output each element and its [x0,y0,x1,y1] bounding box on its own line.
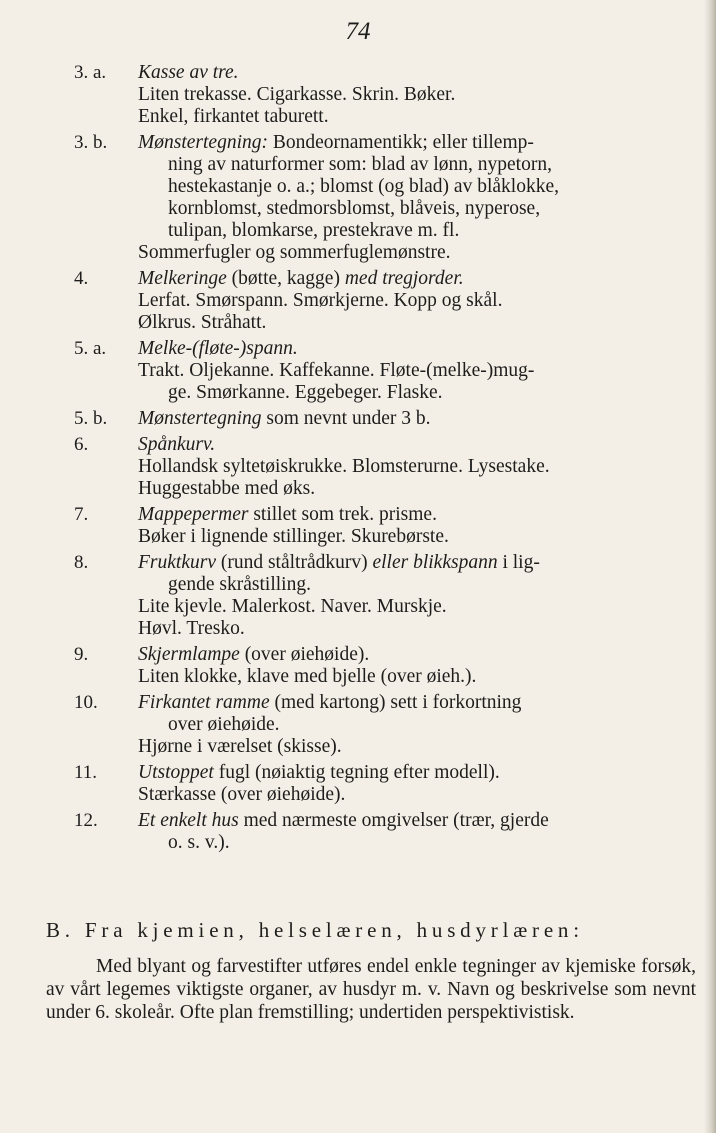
italic-term: Fruktkurv [138,552,216,573]
line-text: Trakt. Oljekanne. Kaffekanne. Fløte-(melke-)mug- [138,360,535,381]
exercise-line [138,692,686,714]
section-b-text: Med blyant og farvestifter utføres endel enkle tegninger av kjemiske forsøk, av vårt legemes viktigste organer, av husdyr m. v. Navn og beskrivelse som nevnt under 6. skoleår. Ofte plan fremstilling; undertiden perspektivistisk. [46,956,696,1023]
exercise-line [138,198,686,220]
exercise-entry [0,268,716,334]
exercise-entry [0,132,716,264]
exercise-line [138,176,686,198]
line-text: kornblomst, stedmorsblomst, blåveis, nyperose, [168,198,541,219]
exercise-line [138,618,686,640]
line-text: Hollandsk syltetøiskrukke. Blomsterurne. Lysestake. [138,456,550,477]
exercise-line [138,268,686,290]
exercise-list [0,62,716,858]
exercise-number: 5. a. [74,338,107,359]
section-b-body [46,955,696,1024]
section-b-title: Fra kjemien, helselæren, husdyrlæren: [84,918,584,942]
exercise-number: 9. [74,644,89,665]
exercise-line [138,666,686,688]
line-text: Stærkasse (over øiehøide). [138,784,346,805]
exercise-line [138,338,686,360]
section-b-label: B. [46,918,75,942]
exercise-entry [0,692,716,758]
exercise-line [138,62,686,84]
italic-term: Melkeringe [138,268,227,289]
exercise-line [138,84,686,106]
section-b-heading [46,918,696,943]
exercise-number: 8. [74,552,89,573]
italic-term: Mappepermer [138,504,249,525]
exercise-entry [0,338,716,404]
line-text: Sommerfugler og sommerfuglemønstre. [138,242,451,263]
italic-term: med tregjorder. [344,268,464,289]
italic-term: Mønstertegning: [138,132,268,153]
line-text: Bondeornamentikk; eller tillemp- [267,132,534,153]
italic-term: Kasse av tre. [138,62,239,83]
line-text: (rund ståltrådkurv) [215,552,373,573]
italic-term: eller blikkspann [372,552,498,573]
exercise-entry [0,504,716,548]
line-text: over øiehøide. [168,714,280,735]
line-text: fugl (nøiaktig tegning efter modell). [213,762,500,783]
exercise-line [138,434,686,456]
exercise-line [138,382,686,404]
line-text: Hjørne i værelset (skisse). [138,736,342,757]
page-number: 74 [345,18,371,45]
exercise-number: 10. [74,692,98,713]
exercise-entry [0,62,716,128]
line-text: hestekastanje o. a.; blomst (og blad) av blåklokke, [168,176,559,197]
line-text: som nevnt under 3 b. [261,408,431,429]
exercise-line [138,242,686,264]
section-b [46,918,696,1024]
line-text: (bøtte, kagge) [226,268,345,289]
exercise-number: 3. b. [74,132,108,153]
exercise-entry [0,552,716,640]
italic-term: Melke-(fløte-)spann. [138,338,298,359]
exercise-entry [0,762,716,806]
line-text: ning av naturformer som: blad av lønn, nypetorn, [168,154,552,175]
exercise-line [138,596,686,618]
exercise-entry [0,810,716,854]
line-text: gende skråstilling. [168,574,311,595]
italic-term: Skjermlampe [138,644,240,665]
italic-term: Et enkelt hus [138,810,239,831]
exercise-line [138,220,686,242]
exercise-entry [0,644,716,688]
line-text: Ølkrus. Stråhatt. [138,312,267,333]
exercise-line [138,574,686,596]
exercise-line [138,504,686,526]
exercise-number: 7. [74,504,89,525]
line-text: Liten klokke, klave med bjelle (over øieh.). [138,666,477,687]
line-text: Lerfat. Smørspann. Smørkjerne. Kopp og skål. [138,290,503,311]
italic-term: Spånkurv. [138,434,216,455]
exercise-line [138,408,686,430]
exercise-line [138,106,686,128]
line-text: o. s. v.). [168,832,230,853]
exercise-entry [0,434,716,500]
line-text: Huggestabbe med øks. [138,478,316,499]
line-text: Liten trekasse. Cigarkasse. Skrin. Bøker. [138,84,456,105]
line-text: stillet som trek. prisme. [248,504,437,525]
exercise-line [138,154,686,176]
italic-term: Firkantet ramme [138,692,270,713]
exercise-number: 5. b. [74,408,108,429]
line-text: Høvl. Tresko. [138,618,245,639]
page-edge-shadow [704,0,716,1133]
exercise-line [138,312,686,334]
exercise-number: 12. [74,810,98,831]
exercise-line [138,526,686,548]
exercise-line [138,552,686,574]
exercise-number: 11. [74,762,98,783]
exercise-line [138,714,686,736]
line-text: med nærmeste omgivelser (trær, gjerde [238,810,549,831]
line-text: tulipan, blomkarse, prestekrave m. fl. [168,220,460,241]
line-text: Enkel, firkantet taburett. [138,106,329,127]
exercise-line [138,290,686,312]
exercise-line [138,810,686,832]
exercise-number: 4. [74,268,89,289]
exercise-line [138,784,686,806]
exercise-number: 6. [74,434,89,455]
exercise-line [138,736,686,758]
line-text: Bøker i lignende stillinger. Skurebørste. [138,526,449,547]
line-text: (med kartong) sett i forkortning [269,692,522,713]
exercise-line [138,644,686,666]
exercise-line [138,478,686,500]
line-text: (over øiehøide). [239,644,370,665]
exercise-line [138,762,686,784]
exercise-line [138,832,686,854]
exercise-entry [0,408,716,430]
line-text: Lite kjevle. Malerkost. Naver. Murskje. [138,596,447,617]
exercise-number: 3. a. [74,62,107,83]
italic-term: Utstoppet [138,762,214,783]
line-text: ge. Smørkanne. Eggebeger. Flaske. [168,382,443,403]
line-text: i lig- [497,552,540,573]
exercise-line [138,360,686,382]
exercise-line [138,132,686,154]
exercise-line [138,456,686,478]
italic-term: Mønstertegning [138,408,262,429]
